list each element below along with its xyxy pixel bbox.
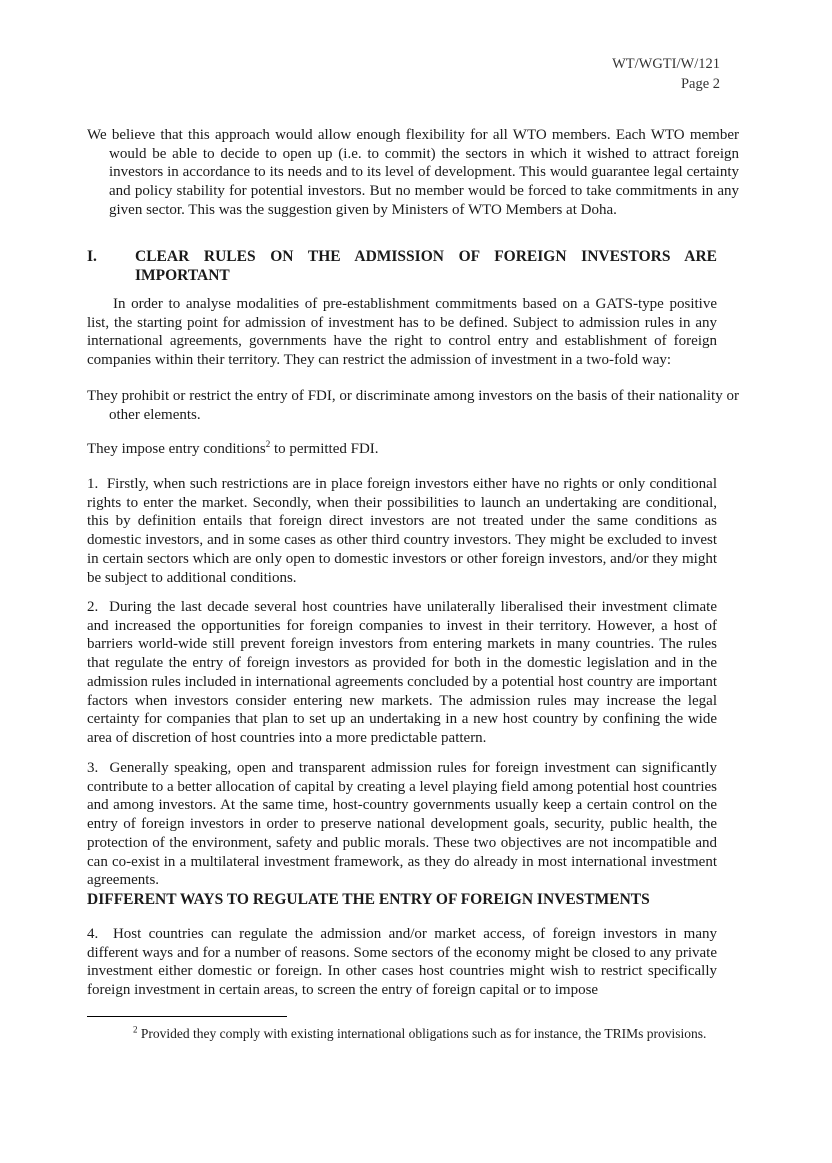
restriction-item-2-tail: to permitted FDI. [270, 441, 379, 457]
intro-paragraph: We believe that this approach would allow enough flexibility for all WTO members. Each WTO member would be able to decide to open up (i.e. to commit) the sectors in which it wished to attract foreign investors in accordance to its needs and to its level of development. This would guarantee legal certainty and policy stability for potential investors. But no member would be forced to take commitments in any given sector. This was the suggestion given by Ministers of WTO Members at Doha. [87, 127, 739, 218]
restriction-item-1: They prohibit or restrict the entry of FDI, or discriminate among investors on the basis of their nationality or other elements. [87, 388, 739, 423]
document-symbol: WT/WGTI/W/121 [612, 56, 720, 72]
restriction-item-2 [87, 440, 717, 459]
footnote-separator [87, 1016, 287, 1017]
paragraph-number: 1. [87, 476, 99, 492]
page-number: Page 2 [680, 76, 720, 92]
footnote [87, 1025, 717, 1042]
numbered-paragraph-4 [87, 925, 717, 1000]
footnote-text: Provided they comply with existing international obligations such as for instance, the TRIMs provisions. [140, 1026, 707, 1041]
section-heading: CLEAR RULES ON THE ADMISSION OF FOREIGN INVESTORS ARE IMPORTANT [135, 248, 717, 284]
paragraph-number: 4. [87, 926, 99, 942]
numbered-paragraph-3 [87, 759, 717, 890]
numbered-paragraph-1 [87, 475, 717, 587]
paragraph-text: Generally speaking, open and transparent admission rules for foreign investment can significantly contribute to a better allocation of capital by creating a level playing field among potential host countries and among investors. At the same time, host-country governments usually keep a certain control on the entry of foreign investors in order to preserve national development goals, security, public health, the protection of the environment, safety and public morals. These two objectives are not incompatible and can co-exist in a multilateral investment framework, as they do already in most international investment agreements. [87, 760, 717, 889]
restriction-item-2-text: They impose entry conditions [87, 441, 266, 457]
footnote-ref: 2 [265, 439, 271, 449]
footnote-mark: 2 [133, 1024, 138, 1035]
paragraph-number: 2. [87, 599, 99, 615]
paragraph-number: 3. [87, 760, 99, 776]
admission-paragraph: In order to analyse modalities of pre-establishment commitments based on a GATS-type positive list, the starting point for admission of investment has to be defined. Subject to admission rules in any international agreements, governments have the right to control entry and establishment of foreign companies within their territory. They can restrict the admission of investment in a two-fold way: [87, 296, 717, 369]
numbered-paragraph-2 [87, 598, 717, 748]
paragraph-text: Firstly, when such restrictions are in place foreign investors either have no rights or only conditional rights to enter the market. Secondly, when their possibilities to launch an undertaking are conditional, this by definition entails that foreign direct investors are not treated under the same conditions as domestic investors, and in some cases as other third country investors. They might be excluded to invest in certain sectors which are only open to domestic investors or other foreign investors, and/or they might be subject to additional conditions. [87, 476, 717, 586]
paragraph-text: During the last decade several host countries have unilaterally liberalised their investment climate and increased the opportunities for foreign companies to invest in their territory. However, a host of barriers world-wide still prevent foreign investors from entering markets in many countries. The rules that regulate the entry of foreign investors as provided for both in the domestic legislation and in the admission rules included in international agreements concluded by a potential host country are important factors when investors consider entering new markets. The admission rules may increase the legal certainty for companies that plan to set up an undertaking in a new host country by confining the wide area of discretion of host countries into a more predictable pattern. [87, 599, 717, 746]
paragraph-text: Host countries can regulate the admission and/or market access, of foreign investors in many different ways and for a number of reasons. Some sectors of the economy might be closed to any private investment either domestic or foreign. In other cases host countries might wish to restrict specifically foreign investment in certain areas, to screen the entry of foreign capital or to impose [87, 926, 717, 999]
section-number: I. [87, 248, 97, 265]
section-2-heading: DIFFERENT WAYS TO REGULATE THE ENTRY OF FOREIGN INVESTMENTS [87, 891, 650, 908]
